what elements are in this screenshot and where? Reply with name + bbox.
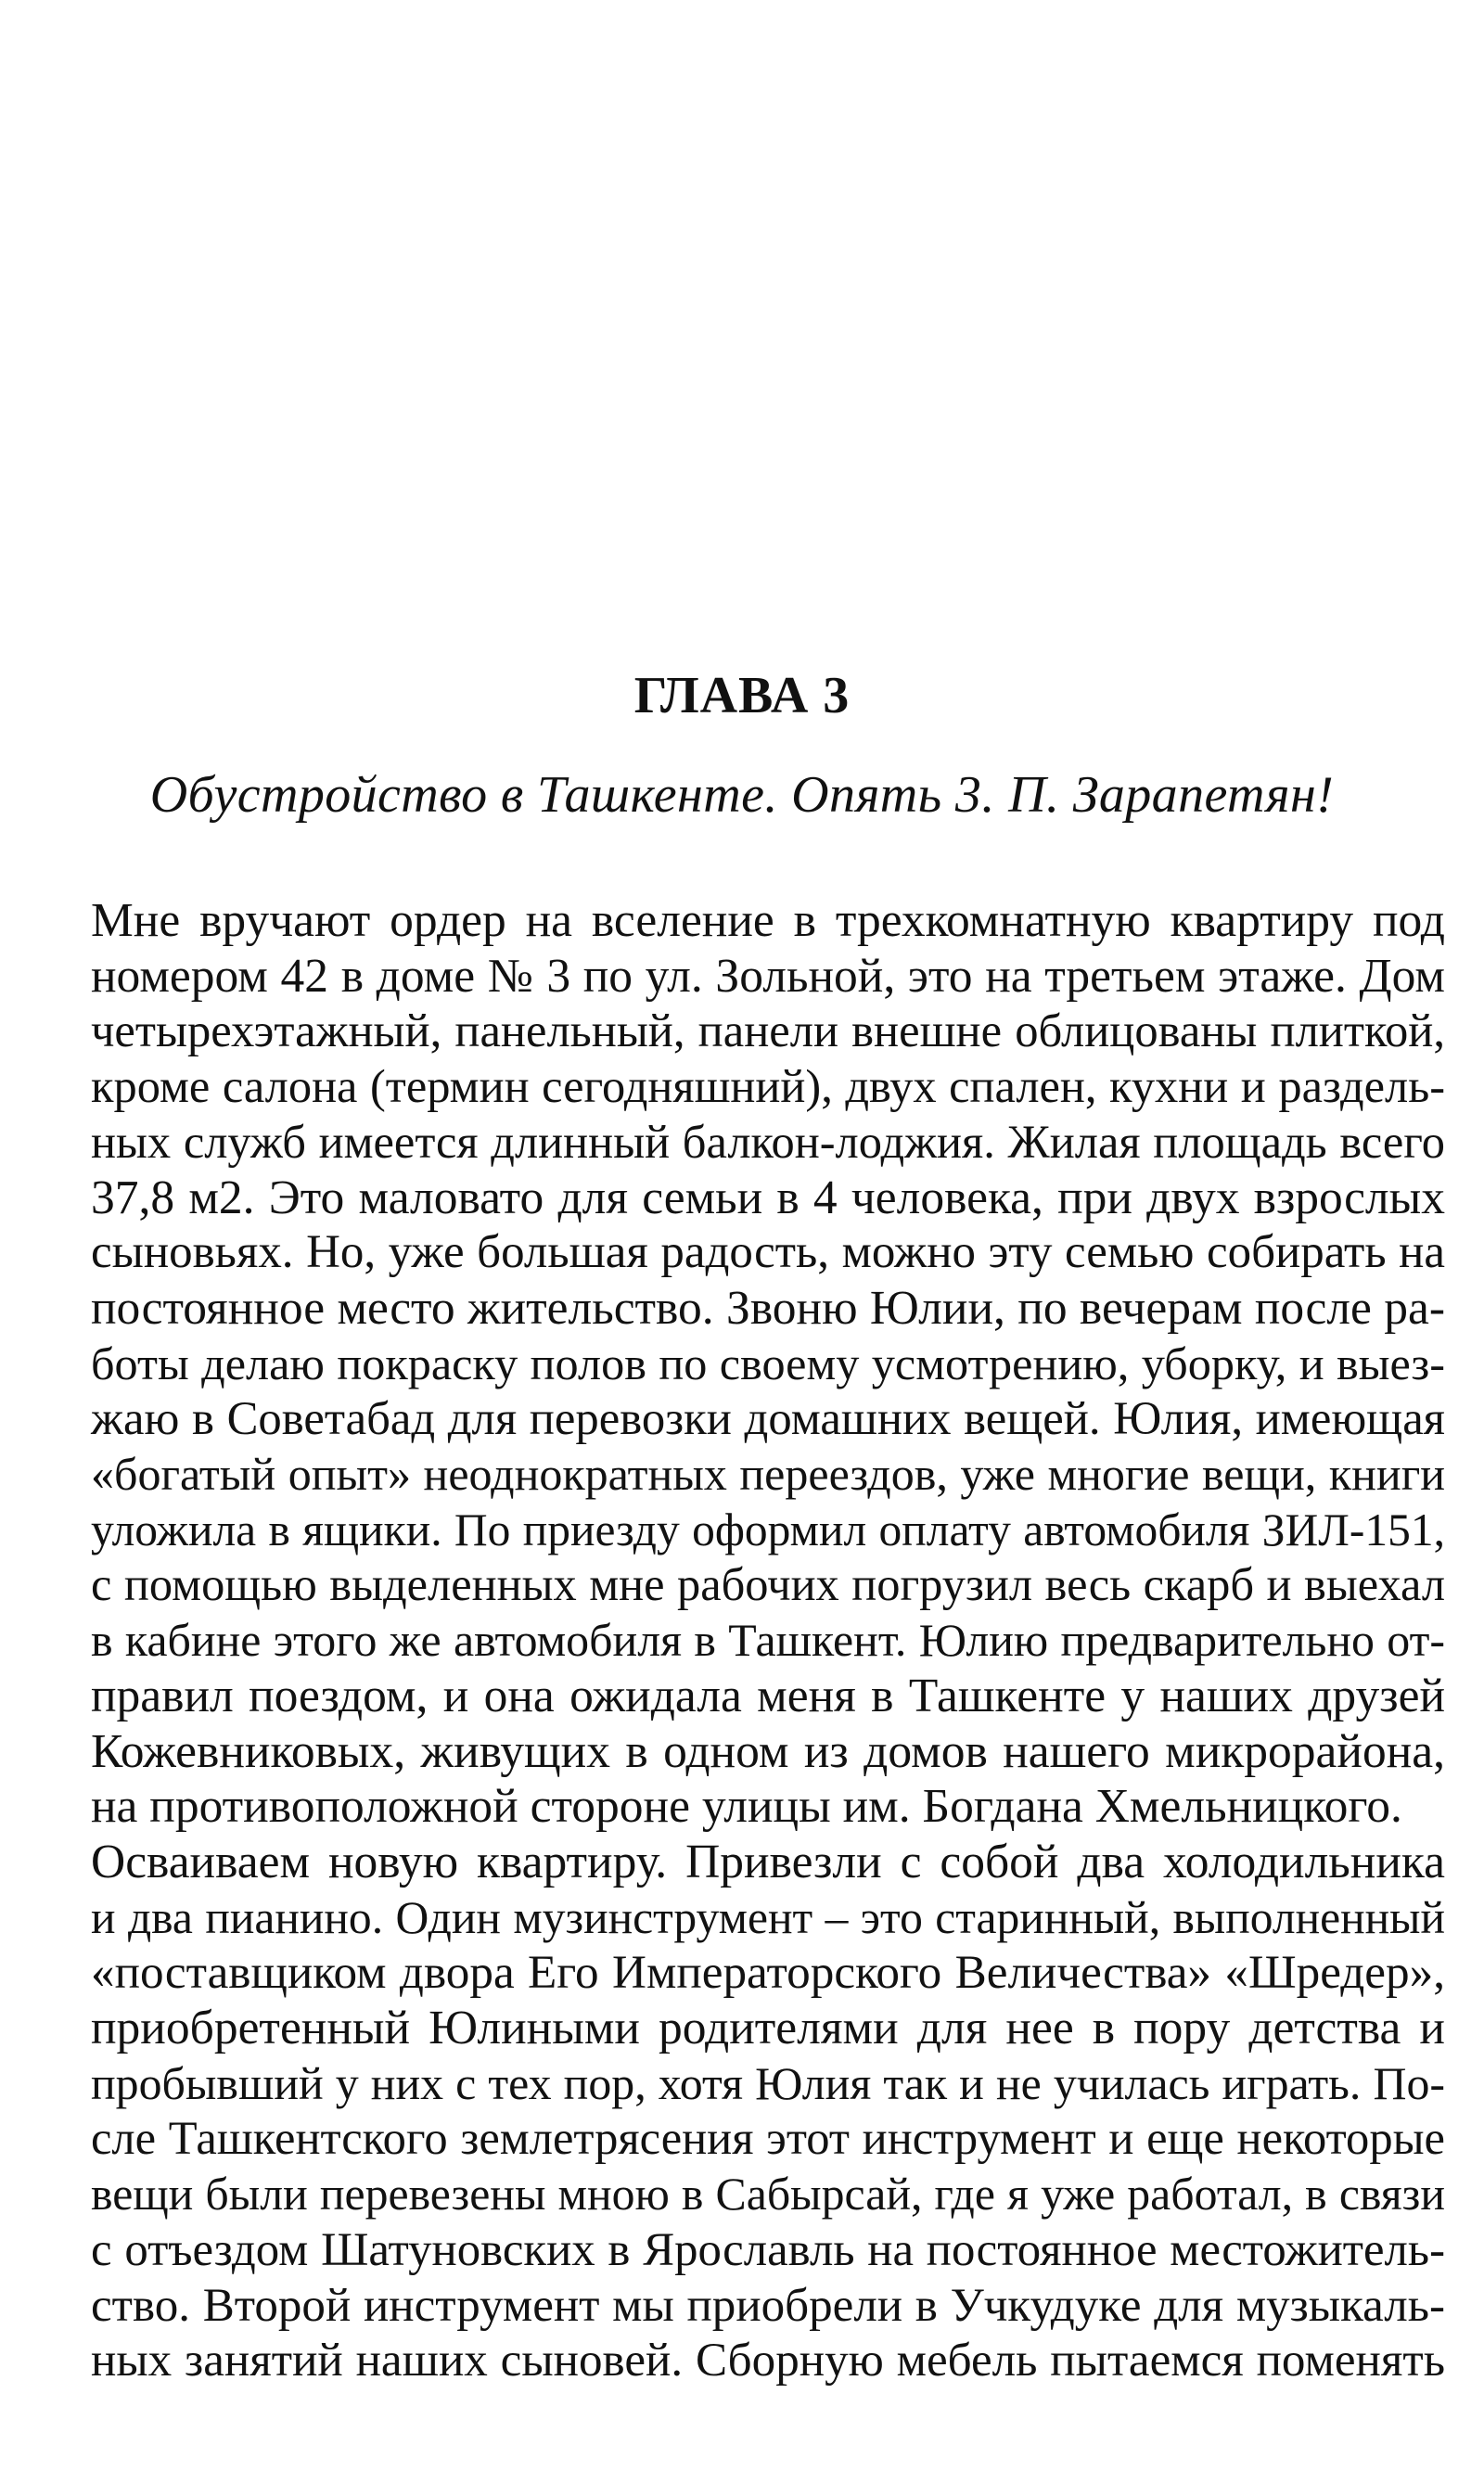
chapter-subtitle: Обустройство в Ташкенте. Опять 3. П. Зарапетян! xyxy=(149,766,1335,824)
text-line: правил поездом, и она ожидала меня в Ташкенте у наших друзей xyxy=(91,1669,1445,1722)
text-line: Мне вручают ордер на вселение в трехкомнатную квартиру под xyxy=(91,894,1445,947)
text-line: постоянное место жительство. Звоню Юлии, по вечерам после ра- xyxy=(91,1281,1445,1335)
chapter-title: ГЛАВА 3 xyxy=(633,667,851,724)
text-line: пробывший у них с тех пор, хотя Юлия так и не училась играть. По- xyxy=(91,2057,1445,2109)
text-line: жаю в Советабад для перевозки домашних вещей. Юлия, имеющая xyxy=(91,1392,1445,1445)
text-line: уложила в ящики. По приезду оформил оплату автомобиля ЗИЛ-151, xyxy=(91,1504,1445,1555)
text-line: с помощью выделенных мне рабочих погрузил весь скарб и выехал xyxy=(91,1558,1445,1611)
text-line: Кожевниковых, живущих в одном из домов нашего микрорайона, xyxy=(91,1724,1445,1778)
text-line: Осваиваем новую квартиру. Привезли с собой два холодильника xyxy=(91,1835,1445,1888)
text-line: ство. Второй инструмент мы приобрели в Учкудуке для музыкаль- xyxy=(91,2278,1445,2332)
text-line: на противоположной стороне улицы им. Богдана Хмельницкого. xyxy=(91,1780,1402,1834)
text-line: номером 42 в доме № 3 по ул. Зольной, это на третьем этаже. Дом xyxy=(91,949,1445,1003)
text-line: вещи были перевезены мною в Сабырсай, где я уже работал, в связи xyxy=(91,2169,1445,2221)
text-line: ных занятий наших сыновей. Сборную мебель пытаемся поменять xyxy=(91,2334,1445,2387)
paragraph-1 xyxy=(91,893,1445,1835)
chapter-body xyxy=(91,893,1445,2388)
text-line: боты делаю покраску полов по своему усмотрению, уборку, и выез- xyxy=(91,1337,1445,1389)
text-line: «богатый опыт» неоднократных переездов, уже многие вещи, книги xyxy=(91,1448,1445,1501)
text-line: в кабине этого же автомобиля в Ташкент. Юлию предварительно от- xyxy=(91,1615,1445,1667)
text-line: четырехэтажный, панельный, панели внешне облицованы плиткой, xyxy=(91,1005,1445,1057)
text-line: ных служб имеется длинный балкон-лоджия. Жилая площадь всего xyxy=(91,1115,1445,1168)
paragraph-2 xyxy=(91,1835,1445,2388)
text-line: 37,8 м2. Это маловато для семьи в 4 человека, при двух взрослых xyxy=(91,1171,1445,1224)
text-line: сыновьях. Но, уже большая радость, можно эту семью собирать на xyxy=(91,1226,1445,1279)
text-line: с отъездом Шатуновских в Ярославль на постоянное местожитель- xyxy=(91,2222,1445,2275)
text-line: кроме салона (термин сегодняшний), двух спален, кухни и раздель- xyxy=(91,1060,1445,1113)
text-line: приобретенный Юлиными родителями для нее в пору детства и xyxy=(91,2002,1445,2055)
text-line: сле Ташкентского землетрясения этот инструмент и еще некоторые xyxy=(91,2112,1445,2165)
text-line: и два пианино. Один музинструмент – это старинный, выполненный xyxy=(91,1891,1445,1943)
text-line: «поставщиком двора Его Императорского Величества» «Шредер», xyxy=(91,1946,1445,2000)
